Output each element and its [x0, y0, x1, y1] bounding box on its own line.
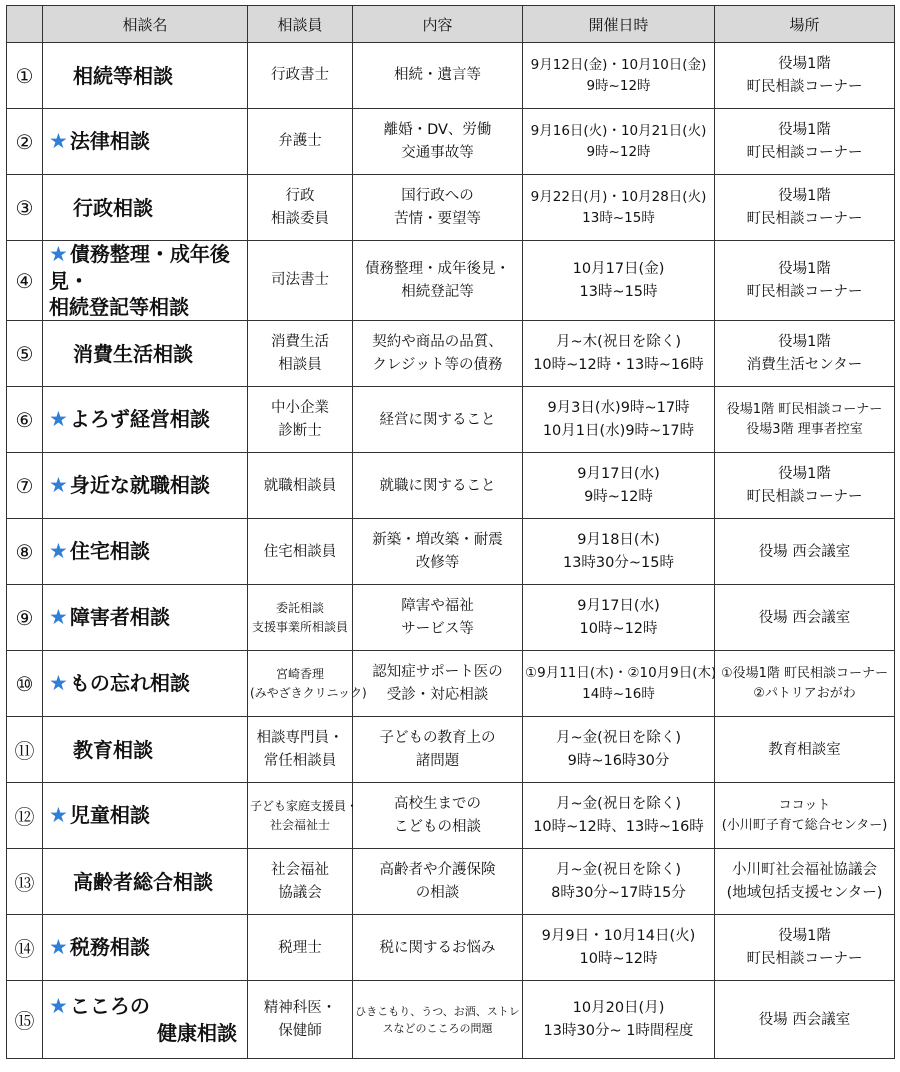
consultation-name [43, 849, 248, 915]
table-row [7, 585, 895, 651]
consultation-name [43, 651, 248, 717]
star-icon: ★ [49, 407, 68, 432]
staff-cell-line: 弁護士 [278, 133, 322, 150]
schedule-cell-line: 13時~15時 [579, 283, 658, 300]
place-cell-line: 役場1階 [778, 188, 831, 205]
content-cell-line: 税に関するお悩み [379, 939, 496, 956]
schedule-cell-line: 10時~12時 [579, 620, 658, 637]
place-cell [715, 321, 895, 387]
consultation-name-text: 児童相談 [69, 803, 150, 828]
place-cell-line: 役場 西会議室 [758, 543, 851, 560]
staff-cell-line: 行政 [285, 188, 315, 205]
schedule-cell-line: 9月16日(火)・10月21日(火) [530, 122, 707, 139]
content-cell-line: 経営に関すること [379, 411, 496, 428]
consultation-name-text: 相続登記等相談 [49, 295, 189, 320]
staff-cell-line: 保健師 [278, 1022, 322, 1039]
staff-cell-line: 中小企業 [271, 400, 329, 417]
place-cell [715, 43, 895, 109]
consultation-name-text: よろず経営相談 [69, 407, 210, 432]
staff-cell-line: 相談専門員・ [256, 730, 344, 747]
row-number: ⑦ [7, 453, 43, 519]
content-cell-line: 国行政への [401, 188, 474, 205]
staff-cell [248, 321, 353, 387]
place-cell [715, 387, 895, 453]
table-row [7, 321, 895, 387]
staff-cell [248, 849, 353, 915]
content-cell-line: 就職に関すること [379, 477, 496, 494]
header-place: 場所 [715, 6, 895, 43]
schedule-cell-line: 9月17日(水) [577, 598, 660, 615]
schedule-cell-line: 月~金(祝日を除く) [556, 862, 681, 879]
consultation-name-text: 行政相談 [73, 195, 153, 220]
schedule-cell [523, 321, 715, 387]
schedule-cell-line: 9月22日(月)・10月28日(火) [530, 188, 707, 205]
table-row [7, 43, 895, 109]
staff-cell-line: 宮崎香理 [275, 667, 324, 682]
schedule-cell-line: 13時30分~ 1時間程度 [543, 1022, 694, 1039]
schedule-cell-line: 10時~12時、13時~16時 [533, 818, 704, 835]
content-cell-line: 離婚・DV、労働 [383, 122, 492, 139]
content-cell-line: 新築・増改築・耐震 [372, 532, 503, 549]
place-cell [715, 651, 895, 717]
place-cell [715, 241, 895, 321]
schedule-cell-line: 9月3日(水)9時~17時 [547, 400, 690, 417]
content-cell-line: 相続登記等 [401, 283, 474, 300]
consultation-name [43, 241, 248, 321]
consultation-name-text: 高齢者総合相談 [73, 869, 213, 894]
schedule-cell-line: 9月17日(水) [577, 466, 660, 483]
place-cell-line: (地域包括支援センター) [726, 884, 883, 901]
place-cell-line: 役場 西会議室 [758, 1011, 851, 1028]
schedule-cell-line: 9月9日・10月14日(火) [541, 928, 696, 945]
row-number: ③ [7, 175, 43, 241]
staff-cell [248, 175, 353, 241]
content-cell [353, 717, 523, 783]
place-cell-line: 役場1階 [778, 928, 831, 945]
star-icon: ★ [49, 671, 68, 696]
staff-cell [248, 981, 353, 1059]
staff-cell-line: 社会福祉 [271, 862, 329, 879]
content-cell [353, 981, 523, 1059]
place-cell-line: 役場3階 理事者控室 [746, 421, 863, 437]
header-staff: 相談員 [248, 6, 353, 43]
consultation-name-text: 身近な就職相談 [69, 473, 210, 498]
staff-cell-line: 診断士 [278, 422, 322, 439]
staff-cell [248, 453, 353, 519]
star-icon: ★ [49, 473, 68, 498]
schedule-cell [523, 43, 715, 109]
schedule-cell-line: 9月12日(金)・10月10日(金) [530, 56, 707, 73]
staff-cell-line: 行政書士 [271, 67, 329, 84]
consultation-name [43, 915, 248, 981]
table-row [7, 519, 895, 585]
place-cell-line: 役場1階 [778, 334, 831, 351]
content-cell-line: 認知症サポート医の [372, 664, 503, 681]
consultation-name-text: 相続等相談 [73, 63, 173, 88]
schedule-cell [523, 915, 715, 981]
row-number: ⑩ [7, 651, 43, 717]
content-cell [353, 453, 523, 519]
content-cell [353, 519, 523, 585]
consultation-name [43, 981, 248, 1059]
content-cell-line: 諸問題 [415, 752, 460, 769]
row-number: ⑪ [7, 717, 43, 783]
staff-cell [248, 241, 353, 321]
consultation-name [43, 519, 248, 585]
table-row [7, 453, 895, 519]
row-number: ④ [7, 241, 43, 321]
content-cell-line: 障害や福祉 [401, 598, 474, 615]
table-body [7, 43, 895, 1059]
star-icon: ★ [49, 242, 68, 266]
staff-cell [248, 43, 353, 109]
consultation-name-text: こころの [69, 994, 150, 1019]
staff-cell [248, 585, 353, 651]
schedule-cell [523, 387, 715, 453]
content-cell [353, 585, 523, 651]
place-cell-line: 役場1階 [778, 261, 831, 278]
schedule-cell [523, 717, 715, 783]
content-cell-line: 債務整理・成年後見・ [365, 261, 510, 278]
schedule-cell-line: 月~木(祝日を除く) [556, 334, 681, 351]
row-number: ⑬ [7, 849, 43, 915]
content-cell-line: 高校生までの [394, 796, 481, 813]
staff-cell-line: 消費生活 [271, 334, 329, 351]
content-cell-line: 契約や商品の品質、 [372, 334, 503, 351]
header-schedule: 開催日時 [523, 6, 715, 43]
staff-cell [248, 109, 353, 175]
place-cell-line: 役場1階 町民相談コーナー [726, 401, 883, 417]
staff-cell-line: 住宅相談員 [263, 543, 337, 560]
table-row [7, 241, 895, 321]
consultation-name-text: 教育相談 [73, 737, 153, 762]
consultation-name-text: 住宅相談 [69, 539, 150, 564]
consultation-name-text: 健康相談 [157, 1021, 237, 1046]
schedule-cell-line: 10月17日(金) [572, 261, 665, 278]
row-number: ⑥ [7, 387, 43, 453]
content-cell-line: 受診・対応相談 [386, 686, 489, 703]
place-cell-line: 町民相談コーナー [746, 488, 863, 505]
header-row [7, 6, 895, 43]
table-row [7, 849, 895, 915]
consultation-name [43, 109, 248, 175]
place-cell-line: 役場1階 [778, 56, 831, 73]
place-cell [715, 109, 895, 175]
content-cell-line: 子どもの教育上の [379, 730, 496, 747]
place-cell-line: (小川町子育て総合センター) [721, 817, 888, 833]
staff-cell [248, 651, 367, 717]
place-cell [715, 175, 895, 241]
star-icon: ★ [49, 935, 68, 960]
header-number [7, 6, 43, 43]
schedule-cell-line: ①9月11日(木)・②10月9日(木) [525, 664, 717, 681]
consultation-name-text: 障害者相談 [69, 605, 170, 630]
row-number: ⑤ [7, 321, 43, 387]
schedule-cell-line: 9月18日(木) [577, 532, 660, 549]
place-cell-line: ココット [778, 797, 831, 813]
schedule-cell-line: 9時~16時30分 [567, 752, 670, 769]
content-cell-line: サービス等 [401, 620, 474, 637]
content-cell-line: クレジット等の債務 [372, 356, 503, 373]
table-row [7, 109, 895, 175]
place-cell [715, 915, 895, 981]
staff-cell-line: (みやざきクリニック) [250, 685, 367, 700]
star-icon: ★ [49, 803, 68, 828]
content-cell-line: ひきこもり、うつ、お酒、ストレ [355, 1004, 520, 1018]
row-number: ⑭ [7, 915, 43, 981]
consultation-name [43, 453, 248, 519]
place-cell-line: 役場 西会議室 [758, 609, 851, 626]
table-row [7, 981, 895, 1059]
content-cell [353, 43, 523, 109]
staff-cell-line: 委託相談 [275, 601, 324, 616]
star-icon: ★ [49, 994, 68, 1019]
content-cell [353, 321, 523, 387]
consultation-name [43, 43, 248, 109]
staff-cell-line: 相談委員 [271, 210, 329, 227]
header-consultation-name: 相談名 [43, 6, 248, 43]
schedule-cell-line: 8時30分~17時15分 [551, 884, 686, 901]
row-number: ⑫ [7, 783, 43, 849]
schedule-cell [523, 109, 715, 175]
content-cell [353, 783, 523, 849]
consultation-name-text: 消費生活相談 [73, 341, 193, 366]
staff-cell [248, 915, 353, 981]
star-icon: ★ [49, 605, 68, 630]
place-cell [715, 849, 895, 915]
content-cell [353, 915, 523, 981]
content-cell [353, 651, 523, 717]
star-icon: ★ [49, 128, 68, 153]
staff-cell-line: 税理士 [278, 939, 322, 956]
content-cell [353, 175, 523, 241]
place-cell-line: 役場1階 [778, 122, 831, 139]
content-cell [353, 241, 523, 321]
row-number: ⑧ [7, 519, 43, 585]
schedule-cell [523, 981, 715, 1059]
schedule-cell-line: 10時~12時・13時~16時 [533, 356, 704, 373]
place-cell-line: 役場1階 [778, 466, 831, 483]
place-cell [715, 519, 895, 585]
table-row [7, 783, 895, 849]
schedule-cell-line: 10時~12時 [579, 950, 658, 967]
consultation-name [43, 783, 248, 849]
staff-cell-line: 就職相談員 [263, 477, 337, 494]
staff-cell-line: 精神科医・ [263, 1000, 337, 1017]
staff-cell-line: 常任相談員 [263, 752, 337, 769]
content-cell-line: スなどのこころの問題 [382, 1021, 493, 1035]
content-cell-line: 交通事故等 [401, 144, 474, 161]
schedule-cell [523, 519, 715, 585]
consultation-name-text: 税務相談 [69, 935, 150, 960]
schedule-cell [523, 585, 715, 651]
place-cell-line: 町民相談コーナー [746, 210, 863, 227]
place-cell [715, 453, 895, 519]
consultation-name [43, 175, 248, 241]
place-cell-line: 教育相談室 [768, 741, 841, 758]
staff-cell-line: 社会福祉士 [269, 817, 330, 832]
place-cell [715, 717, 895, 783]
schedule-cell-line: 月~金(祝日を除く) [556, 730, 681, 747]
table-row [7, 651, 895, 717]
row-number: ① [7, 43, 43, 109]
place-cell-line: 消費生活センター [746, 356, 863, 373]
table-row [7, 915, 895, 981]
schedule-cell-line: 14時~16時 [582, 685, 655, 702]
staff-cell [248, 717, 353, 783]
schedule-cell-line: 13時30分~15時 [562, 554, 674, 571]
consultation-name [43, 585, 248, 651]
row-number: ② [7, 109, 43, 175]
content-cell [353, 109, 523, 175]
consultation-name [43, 717, 248, 783]
place-cell-line: 町民相談コーナー [746, 144, 863, 161]
header-content: 内容 [353, 6, 523, 43]
content-cell [353, 849, 523, 915]
content-cell-line: 相続・遺言等 [394, 67, 481, 84]
schedule-cell-line: 月~金(祝日を除く) [556, 796, 681, 813]
staff-cell-line: 協議会 [278, 884, 322, 901]
consultation-name [43, 387, 248, 453]
place-cell-line: ②パトリアおがわ [753, 685, 856, 701]
content-cell-line: の相談 [415, 884, 460, 901]
place-cell-line: ①役場1階 町民相談コーナー [720, 665, 889, 681]
place-cell [715, 981, 895, 1059]
content-cell-line: 高齢者や介護保険 [379, 862, 496, 879]
schedule-cell [523, 651, 715, 717]
consultation-name-text: もの忘れ相談 [69, 671, 190, 696]
schedule-cell-line: 10月20日(月) [572, 1000, 665, 1017]
staff-cell [248, 387, 353, 453]
schedule-cell-line: 13時~15時 [582, 209, 655, 226]
place-cell-line: 町民相談コーナー [746, 283, 863, 300]
staff-cell [248, 783, 359, 849]
table-row [7, 387, 895, 453]
place-cell-line: 町民相談コーナー [746, 78, 863, 95]
place-cell-line: 町民相談コーナー [746, 950, 863, 967]
content-cell-line: こどもの相談 [394, 818, 481, 835]
place-cell [715, 585, 895, 651]
schedule-cell [523, 849, 715, 915]
content-cell-line: 改修等 [415, 554, 460, 571]
table-row [7, 175, 895, 241]
table-row [7, 717, 895, 783]
staff-cell-line: 子ども家庭支援員・ [250, 799, 359, 814]
staff-cell-line: 司法書士 [271, 272, 329, 289]
place-cell [715, 783, 895, 849]
schedule-cell [523, 453, 715, 519]
schedule-cell-line: 9時~12時 [586, 143, 651, 160]
place-cell-line: 小川町社会福祉協議会 [732, 862, 877, 879]
star-icon: ★ [49, 539, 68, 564]
staff-cell-line: 相談員 [278, 356, 322, 373]
schedule-cell-line: 10月1日(水)9時~17時 [542, 422, 695, 439]
schedule-cell [523, 241, 715, 321]
schedule-cell [523, 783, 715, 849]
staff-cell-line: 支援事業所相談員 [251, 619, 348, 634]
consultation-name [43, 321, 248, 387]
consultation-table [6, 5, 895, 1059]
schedule-cell-line: 9時~12時 [584, 488, 653, 505]
row-number: ⑨ [7, 585, 43, 651]
content-cell-line: 苦情・要望等 [394, 210, 481, 227]
consultation-name-text: 債務整理・成年後見・ [49, 242, 230, 294]
row-number: ⑮ [7, 981, 43, 1059]
content-cell [353, 387, 523, 453]
schedule-cell [523, 175, 715, 241]
schedule-cell-line: 9時~12時 [586, 77, 651, 94]
consultation-name-text: 法律相談 [69, 128, 150, 153]
staff-cell [248, 519, 353, 585]
